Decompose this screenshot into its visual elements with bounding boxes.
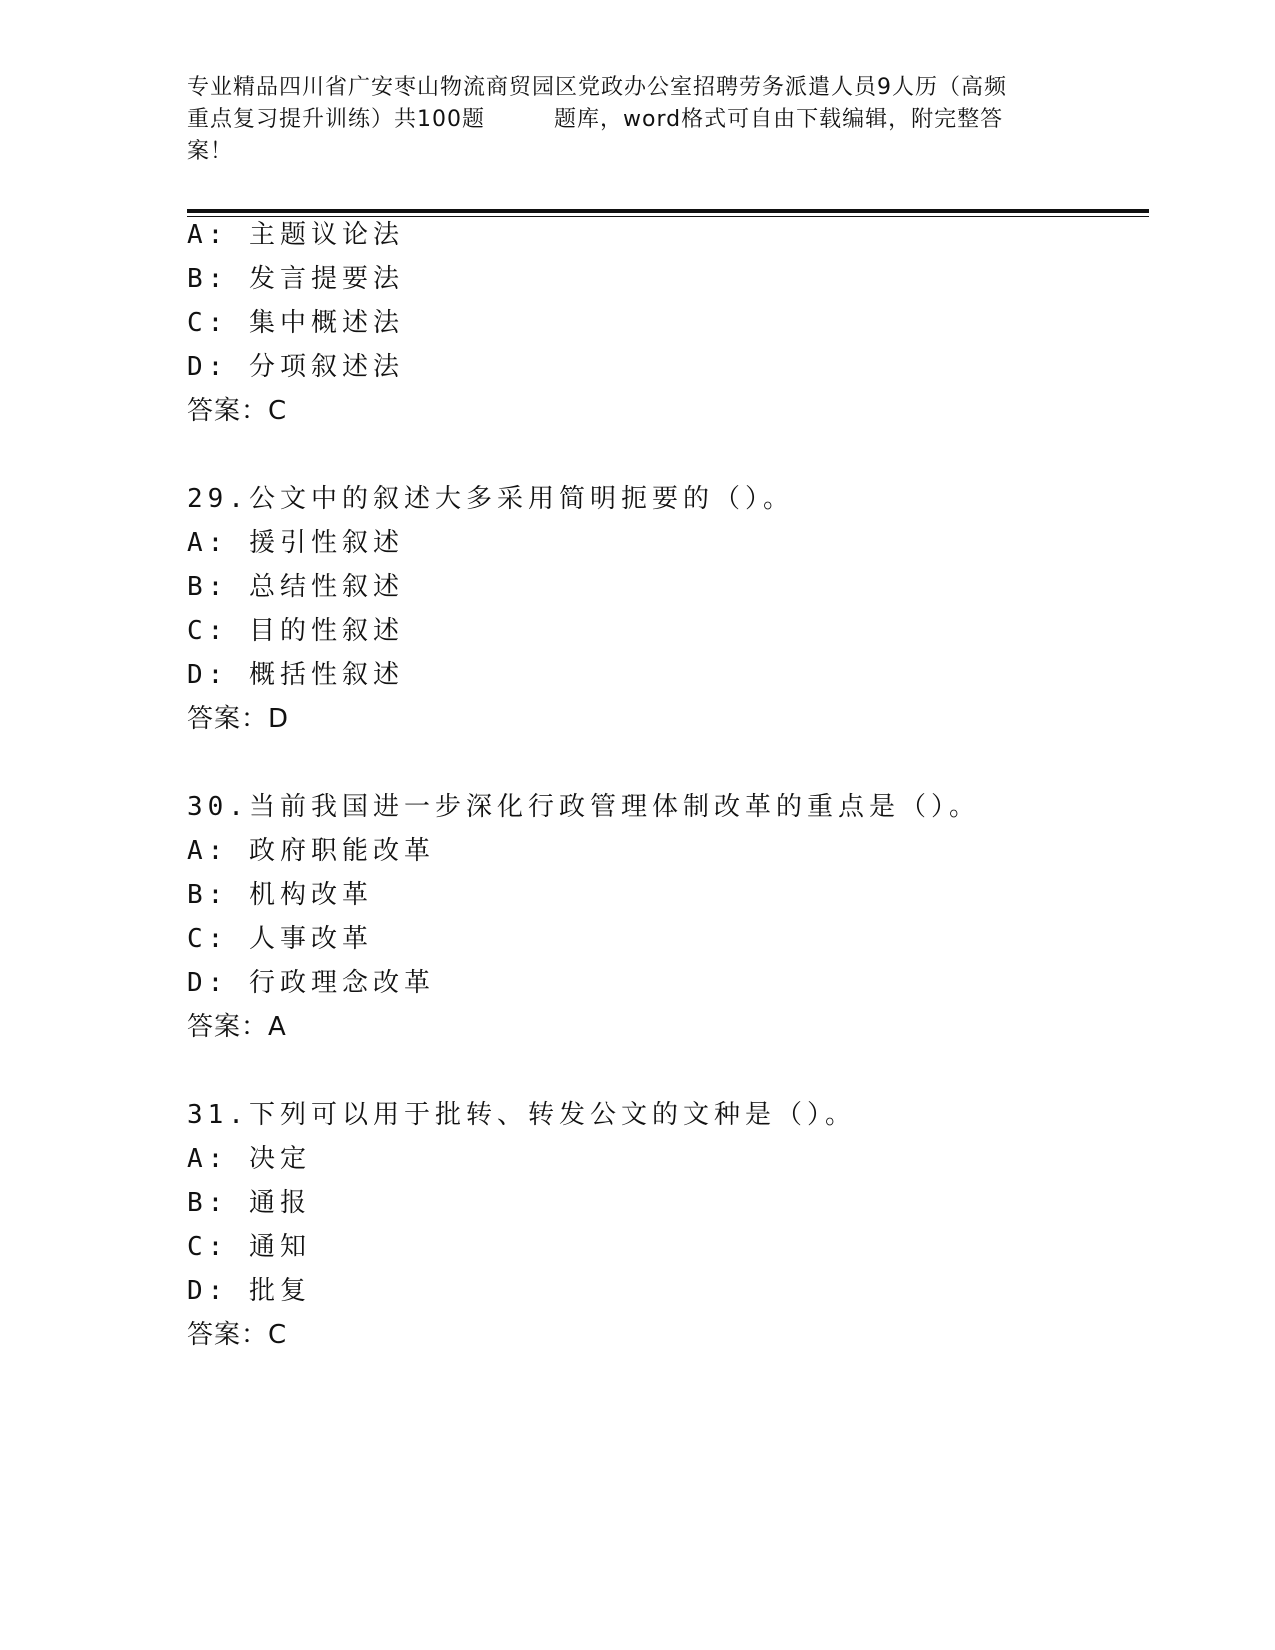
q31-option-c: C: 通知 bbox=[187, 1232, 311, 1262]
header-line-3: 案！ bbox=[187, 139, 234, 164]
document-header bbox=[187, 72, 1087, 168]
q29-option-d: D: 概括性叙述 bbox=[187, 660, 404, 690]
q29-title: 29.公文中的叙述大多采用简明扼要的（）。 bbox=[187, 484, 794, 514]
q29-option-a: A: 援引性叙述 bbox=[187, 528, 404, 558]
q29-option-b: B: 总结性叙述 bbox=[187, 572, 404, 602]
q28-option-c: C: 集中概述法 bbox=[187, 308, 404, 338]
q31-option-d: D: 批复 bbox=[187, 1276, 311, 1306]
q29-answer: 答案：D bbox=[187, 704, 290, 734]
q28-option-d: D: 分项叙述法 bbox=[187, 352, 404, 382]
q28-answer: 答案：C bbox=[187, 396, 288, 426]
q28-option-b: B: 发言提要法 bbox=[187, 264, 404, 294]
q30-option-a: A: 政府职能改革 bbox=[187, 836, 435, 866]
q31-option-b: B: 通报 bbox=[187, 1188, 311, 1218]
q31-title: 31.下列可以用于批转、转发公文的文种是（）。 bbox=[187, 1100, 856, 1130]
q30-option-b: B: 机构改革 bbox=[187, 880, 373, 910]
q30-option-c: C: 人事改革 bbox=[187, 924, 373, 954]
q30-option-d: D: 行政理念改革 bbox=[187, 968, 435, 998]
q30-title: 30.当前我国进一步深化行政管理体制改革的重点是（）。 bbox=[187, 792, 980, 822]
header-rule-thin bbox=[187, 216, 1149, 217]
q30-answer: 答案：A bbox=[187, 1012, 287, 1042]
q28-option-a: A: 主题议论法 bbox=[187, 220, 404, 250]
q31-answer: 答案：C bbox=[187, 1320, 288, 1350]
q31-option-a: A: 决定 bbox=[187, 1144, 311, 1174]
q29-option-c: C: 目的性叙述 bbox=[187, 616, 404, 646]
header-rule-thick bbox=[187, 209, 1149, 213]
header-line-1: 专业精品四川省广安枣山物流商贸园区党政办公室招聘劳务派遣人员9人历（高频 bbox=[187, 75, 1007, 100]
header-line-2: 重点复习提升训练）共100题 题库，word格式可自由下载编辑，附完整答 bbox=[187, 107, 1004, 132]
